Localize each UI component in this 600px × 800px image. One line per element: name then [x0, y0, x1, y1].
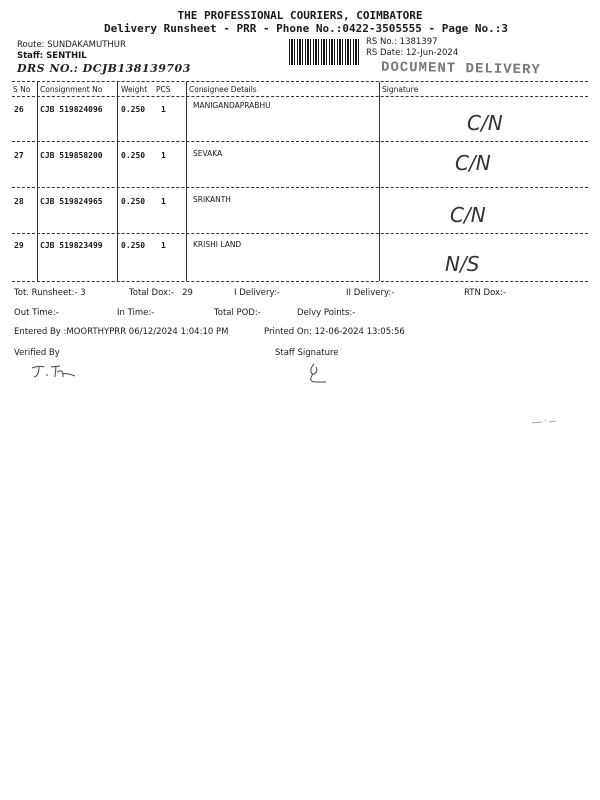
row-sno: 26 [14, 105, 24, 114]
header-bottom-rule [12, 96, 588, 97]
verified-by-signature-mark [30, 362, 80, 382]
row-signature: C/N [467, 111, 503, 135]
row-consignment: CJB 519824096 [40, 105, 103, 114]
row-sno: 27 [14, 151, 24, 160]
i-delivery: I Delivery:- [234, 288, 280, 298]
route-label: Route: SUNDAKAMUTHUR [17, 40, 126, 50]
row-consignment: CJB 519823499 [40, 241, 103, 250]
row-pcs: 1 [161, 197, 166, 206]
column-divider [117, 82, 118, 281]
row-sno: 28 [14, 197, 24, 206]
row-weight: 0.250 [121, 151, 146, 160]
row-rule [12, 233, 588, 234]
row-consignment: CJB 519858200 [40, 151, 103, 160]
drs-number: DRS NO.: DCJB138139703 [17, 62, 191, 75]
row-rule [12, 141, 588, 142]
col-header-signature: Signature [382, 85, 419, 94]
total-runsheet: Tot. Runsheet:- 3 [14, 288, 86, 298]
table-bottom-rule [12, 281, 588, 282]
in-time: In Time:- [117, 308, 155, 318]
total-dox: Total Dox:- 29 [129, 288, 193, 298]
col-header-sno: S No [13, 85, 31, 94]
row-weight: 0.250 [121, 105, 146, 114]
row-consignee: KRISHI LAND [193, 240, 242, 249]
column-divider [37, 82, 38, 281]
staff-signature-mark [304, 360, 330, 388]
col-header-consignment: Consignment No [40, 85, 103, 94]
barcode [289, 39, 359, 65]
row-weight: 0.250 [121, 241, 146, 250]
staff-label: Staff: SENTHIL [17, 51, 87, 61]
row-pcs: 1 [161, 151, 166, 160]
row-consignment: CJB 519824965 [40, 197, 103, 206]
verified-by-label: Verified By [14, 348, 60, 358]
runsheet-subtitle: Delivery Runsheet - PRR - Phone No.:0422-3505555 - Page No.:3 [104, 22, 508, 35]
row-rule [12, 187, 588, 188]
table-top-rule [12, 81, 588, 82]
column-divider [186, 82, 187, 281]
row-consignee: MANIGANDAPRABHU [193, 101, 271, 110]
col-header-pcs: PCS [156, 85, 171, 94]
rs-date: RS Date: 12-Jun-2024 [366, 48, 459, 58]
row-weight: 0.250 [121, 197, 146, 206]
col-header-weight: Weight [121, 85, 148, 94]
row-signature: C/N [450, 203, 486, 227]
row-sno: 29 [14, 241, 24, 250]
col-header-consignee: Consignee Details [189, 85, 257, 94]
row-consignee: SEVAKA [193, 149, 223, 158]
column-divider [379, 82, 380, 281]
document-delivery-stamp: DOCUMENT DELIVERY [380, 59, 541, 79]
stray-mark [530, 415, 560, 427]
delvy-points: Delvy Points:- [297, 308, 356, 318]
printed-on: Printed On: 12-06-2024 13:05:56 [264, 327, 405, 337]
row-signature: N/S [445, 252, 480, 276]
total-pod: Total POD:- [214, 308, 261, 318]
staff-signature-label: Staff Signature [275, 348, 339, 358]
row-pcs: 1 [161, 105, 166, 114]
row-pcs: 1 [161, 241, 166, 250]
rs-number: RS No.: 1381397 [366, 37, 438, 47]
out-time: Out Time:- [14, 308, 59, 318]
ii-delivery: II Delivery:- [346, 288, 395, 298]
entered-by: Entered By :MOORTHYPRR 06/12/2024 1:04:10 PM [14, 327, 229, 337]
row-consignee: SRIKANTH [193, 195, 231, 204]
rtn-dox: RTN Dox:- [464, 288, 506, 298]
company-title: THE PROFESSIONAL COURIERS, COIMBATORE [177, 9, 423, 22]
row-signature: C/N [455, 151, 491, 175]
